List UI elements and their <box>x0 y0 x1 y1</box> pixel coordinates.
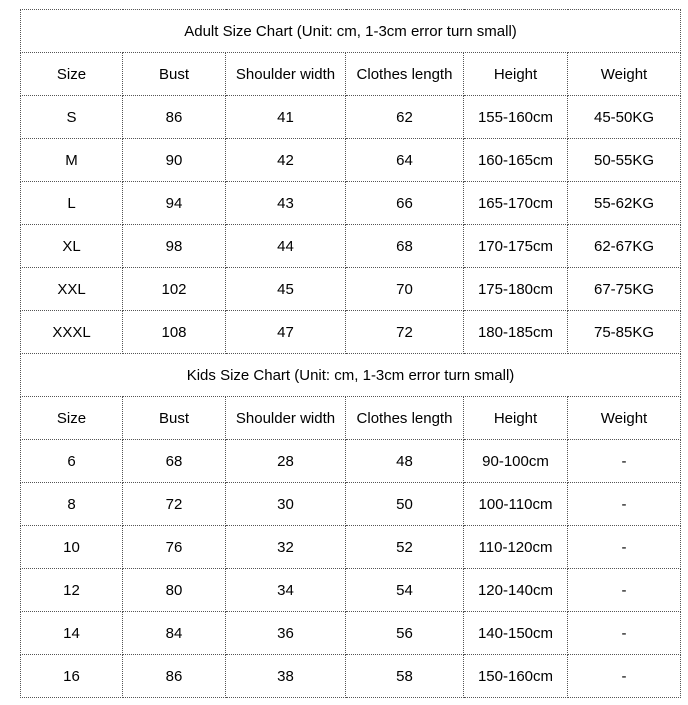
table-cell: S <box>21 96 123 139</box>
table-cell: 175-180cm <box>464 268 568 311</box>
table-cell: 86 <box>123 96 226 139</box>
table-cell: 42 <box>226 139 346 182</box>
table-row <box>21 440 681 483</box>
table-cell: 100-110cm <box>464 483 568 526</box>
table-cell: - <box>568 440 681 483</box>
table-cell: 32 <box>226 526 346 569</box>
table-cell: 48 <box>346 440 464 483</box>
column-header: Height <box>464 53 568 96</box>
table-cell: 98 <box>123 225 226 268</box>
column-header: Weight <box>568 397 681 440</box>
table-cell: 56 <box>346 612 464 655</box>
table-row <box>21 569 681 612</box>
table-cell: 140-150cm <box>464 612 568 655</box>
table-cell: XXL <box>21 268 123 311</box>
table-cell: 68 <box>123 440 226 483</box>
table-cell: 180-185cm <box>464 311 568 354</box>
table-cell: 14 <box>21 612 123 655</box>
table-cell: 165-170cm <box>464 182 568 225</box>
table-cell: 70 <box>346 268 464 311</box>
table-cell: 86 <box>123 655 226 698</box>
table-cell: 45-50KG <box>568 96 681 139</box>
table-cell: 50 <box>346 483 464 526</box>
table-cell: 44 <box>226 225 346 268</box>
table-cell: 94 <box>123 182 226 225</box>
table-cell: 72 <box>123 483 226 526</box>
table-cell: 54 <box>346 569 464 612</box>
table-cell: 90 <box>123 139 226 182</box>
table-cell: 160-165cm <box>464 139 568 182</box>
column-header: Height <box>464 397 568 440</box>
column-header: Bust <box>123 53 226 96</box>
table-row <box>21 612 681 655</box>
table-cell: 150-160cm <box>464 655 568 698</box>
table-cell: M <box>21 139 123 182</box>
table-cell: 80 <box>123 569 226 612</box>
table-cell: 30 <box>226 483 346 526</box>
table-cell: 58 <box>346 655 464 698</box>
table-cell: 28 <box>226 440 346 483</box>
table-cell: 43 <box>226 182 346 225</box>
column-header: Shoulder width <box>226 53 346 96</box>
table-cell: 36 <box>226 612 346 655</box>
table-row <box>21 225 681 268</box>
table-cell: 170-175cm <box>464 225 568 268</box>
table-cell: 68 <box>346 225 464 268</box>
table-row <box>21 268 681 311</box>
table-cell: 8 <box>21 483 123 526</box>
table-row <box>21 96 681 139</box>
table-cell: 110-120cm <box>464 526 568 569</box>
table-cell: - <box>568 483 681 526</box>
table-cell: 90-100cm <box>464 440 568 483</box>
table-cell: 67-75KG <box>568 268 681 311</box>
table-cell: 120-140cm <box>464 569 568 612</box>
column-header: Shoulder width <box>226 397 346 440</box>
table-row <box>21 526 681 569</box>
kids-title-row <box>21 354 681 397</box>
table-cell: 41 <box>226 96 346 139</box>
table-cell: 52 <box>346 526 464 569</box>
kids-chart-title: Kids Size Chart (Unit: cm, 1-3cm error turn small) <box>21 354 681 397</box>
table-cell: 47 <box>226 311 346 354</box>
column-header: Size <box>21 397 123 440</box>
table-cell: 75-85KG <box>568 311 681 354</box>
table-cell: 55-62KG <box>568 182 681 225</box>
table-cell: - <box>568 655 681 698</box>
table-cell: 102 <box>123 268 226 311</box>
table-row <box>21 483 681 526</box>
table-cell: XXXL <box>21 311 123 354</box>
table-row <box>21 311 681 354</box>
table-cell: 50-55KG <box>568 139 681 182</box>
table-cell: 12 <box>21 569 123 612</box>
kids-header-row <box>21 397 681 440</box>
table-cell: 16 <box>21 655 123 698</box>
table-cell: 64 <box>346 139 464 182</box>
table-cell: 62-67KG <box>568 225 681 268</box>
adult-header-row <box>21 53 681 96</box>
table-cell: 66 <box>346 182 464 225</box>
table-cell: 45 <box>226 268 346 311</box>
column-header: Bust <box>123 397 226 440</box>
column-header: Weight <box>568 53 681 96</box>
adult-chart-title: Adult Size Chart (Unit: cm, 1-3cm error turn small) <box>21 10 681 53</box>
table-cell: XL <box>21 225 123 268</box>
table-cell: 62 <box>346 96 464 139</box>
table-cell: 108 <box>123 311 226 354</box>
table-cell: 10 <box>21 526 123 569</box>
table-cell: - <box>568 569 681 612</box>
table-cell: 38 <box>226 655 346 698</box>
column-header: Clothes length <box>346 397 464 440</box>
size-chart-table <box>20 9 681 698</box>
table-row <box>21 182 681 225</box>
column-header: Clothes length <box>346 53 464 96</box>
table-cell: 155-160cm <box>464 96 568 139</box>
table-cell: - <box>568 612 681 655</box>
table-cell: 72 <box>346 311 464 354</box>
table-cell: 34 <box>226 569 346 612</box>
table-cell: 6 <box>21 440 123 483</box>
table-cell: - <box>568 526 681 569</box>
table-cell: 76 <box>123 526 226 569</box>
column-header: Size <box>21 53 123 96</box>
table-row <box>21 139 681 182</box>
adult-title-row <box>21 10 681 53</box>
table-cell: 84 <box>123 612 226 655</box>
table-cell: L <box>21 182 123 225</box>
table-row <box>21 655 681 698</box>
